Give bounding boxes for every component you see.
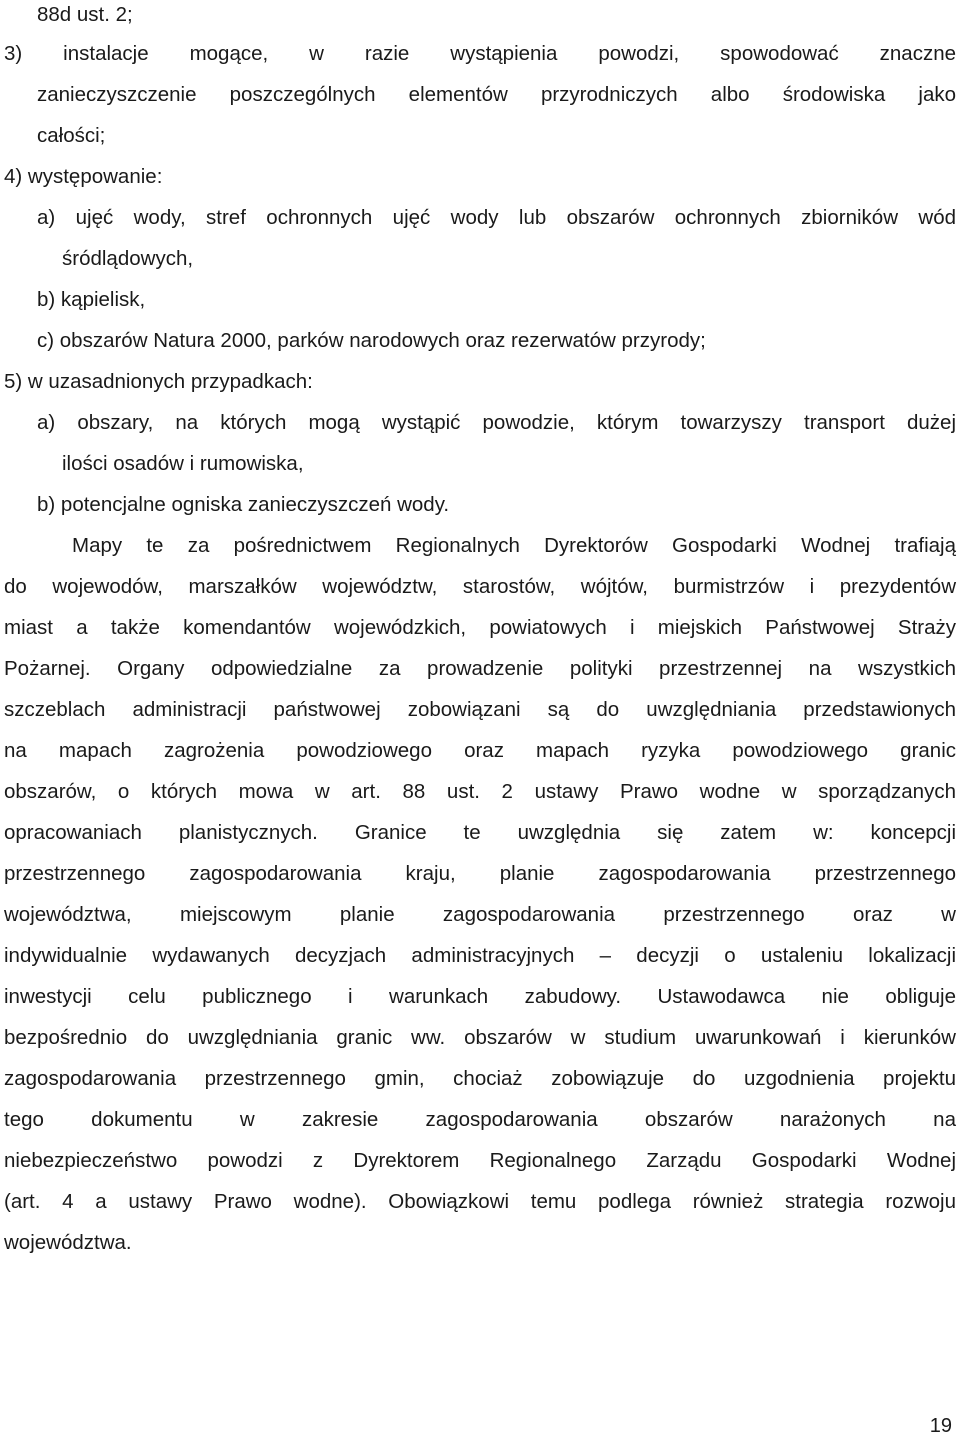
paragraph-line: Mapy te za pośrednictwem Regionalnych Dyrektorów Gospodarki Wodnej trafiają bbox=[72, 534, 956, 557]
paragraph-line: indywidualnie wydawanych decyzjach administracyjnych – decyzji o ustaleniu lokalizacji bbox=[4, 944, 956, 967]
list-item-5: 5) w uzasadnionych przypadkach: bbox=[4, 370, 313, 393]
text-line: 88d ust. 2; bbox=[37, 3, 133, 26]
sub-item-a: a) ujęć wody, stref ochronnych ujęć wody lub obszarów ochronnych zbiorników wód bbox=[37, 206, 956, 229]
paragraph-line: do wojewodów, marszałków województw, starostów, wójtów, burmistrzów i prezydentów bbox=[4, 575, 956, 598]
paragraph-line: na mapach zagrożenia powodziowego oraz mapach ryzyka powodziowego granic bbox=[4, 739, 956, 762]
paragraph-line: zagospodarowania przestrzennego gmin, chociaż zobowiązuje do uzgodnienia projektu bbox=[4, 1067, 956, 1090]
sub-item-a: a) obszary, na których mogą wystąpić powodzie, którym towarzyszy transport dużej bbox=[37, 411, 956, 434]
paragraph-line: Pożarnej. Organy odpowiedzialne za prowadzenie polityki przestrzennej na wszystkich bbox=[4, 657, 956, 680]
paragraph-line: opracowaniach planistycznych. Granice te uwzględnia się zatem w: koncepcji bbox=[4, 821, 956, 844]
paragraph-line: województwa. bbox=[4, 1231, 132, 1254]
page-number: 19 bbox=[929, 1415, 952, 1437]
paragraph-line: (art. 4 a ustawy Prawo wodne). Obowiązkowi temu podlega również strategia rozwoju bbox=[4, 1190, 956, 1213]
paragraph-line: inwestycji celu publicznego i warunkach zabudowy. Ustawodawca nie obliguje bbox=[4, 985, 956, 1008]
list-item-3: 3) instalacje mogące, w razie wystąpienia powodzi, spowodować znaczne bbox=[4, 42, 956, 65]
paragraph-line: obszarów, o których mowa w art. 88 ust. 2 ustawy Prawo wodne w sporządzanych bbox=[4, 780, 956, 803]
paragraph-line: województwa, miejscowym planie zagospodarowania przestrzennego oraz w bbox=[4, 903, 956, 926]
paragraph-line: tego dokumentu w zakresie zagospodarowania obszarów narażonych na bbox=[4, 1108, 956, 1131]
paragraph-line: przestrzennego zagospodarowania kraju, planie zagospodarowania przestrzennego bbox=[4, 862, 956, 885]
list-item-4: 4) występowanie: bbox=[4, 165, 163, 188]
text-line: ilości osadów i rumowiska, bbox=[62, 452, 304, 475]
sub-item-b: b) kąpielisk, bbox=[37, 288, 146, 311]
text-line: śródlądowych, bbox=[62, 247, 194, 270]
paragraph-line: szczeblach administracji państwowej zobowiązani są do uwzględniania przedstawionych bbox=[4, 698, 956, 721]
sub-item-b: b) potencjalne ogniska zanieczyszczeń wody. bbox=[37, 493, 450, 516]
paragraph-line: niebezpieczeństwo powodzi z Dyrektorem Regionalnego Zarządu Gospodarki Wodnej bbox=[4, 1149, 956, 1172]
text-line: całości; bbox=[37, 124, 106, 147]
text-line: zanieczyszczenie poszczególnych elementów przyrodniczych albo środowiska jako bbox=[37, 83, 956, 106]
sub-item-c: c) obszarów Natura 2000, parków narodowych oraz rezerwatów przyrody; bbox=[37, 329, 706, 352]
paragraph-line: bezpośrednio do uwzględniania granic ww. obszarów w studium uwarunkowań i kierunków bbox=[4, 1026, 956, 1049]
paragraph-line: miast a także komendantów wojewódzkich, powiatowych i miejskich Państwowej Straży bbox=[4, 616, 956, 639]
